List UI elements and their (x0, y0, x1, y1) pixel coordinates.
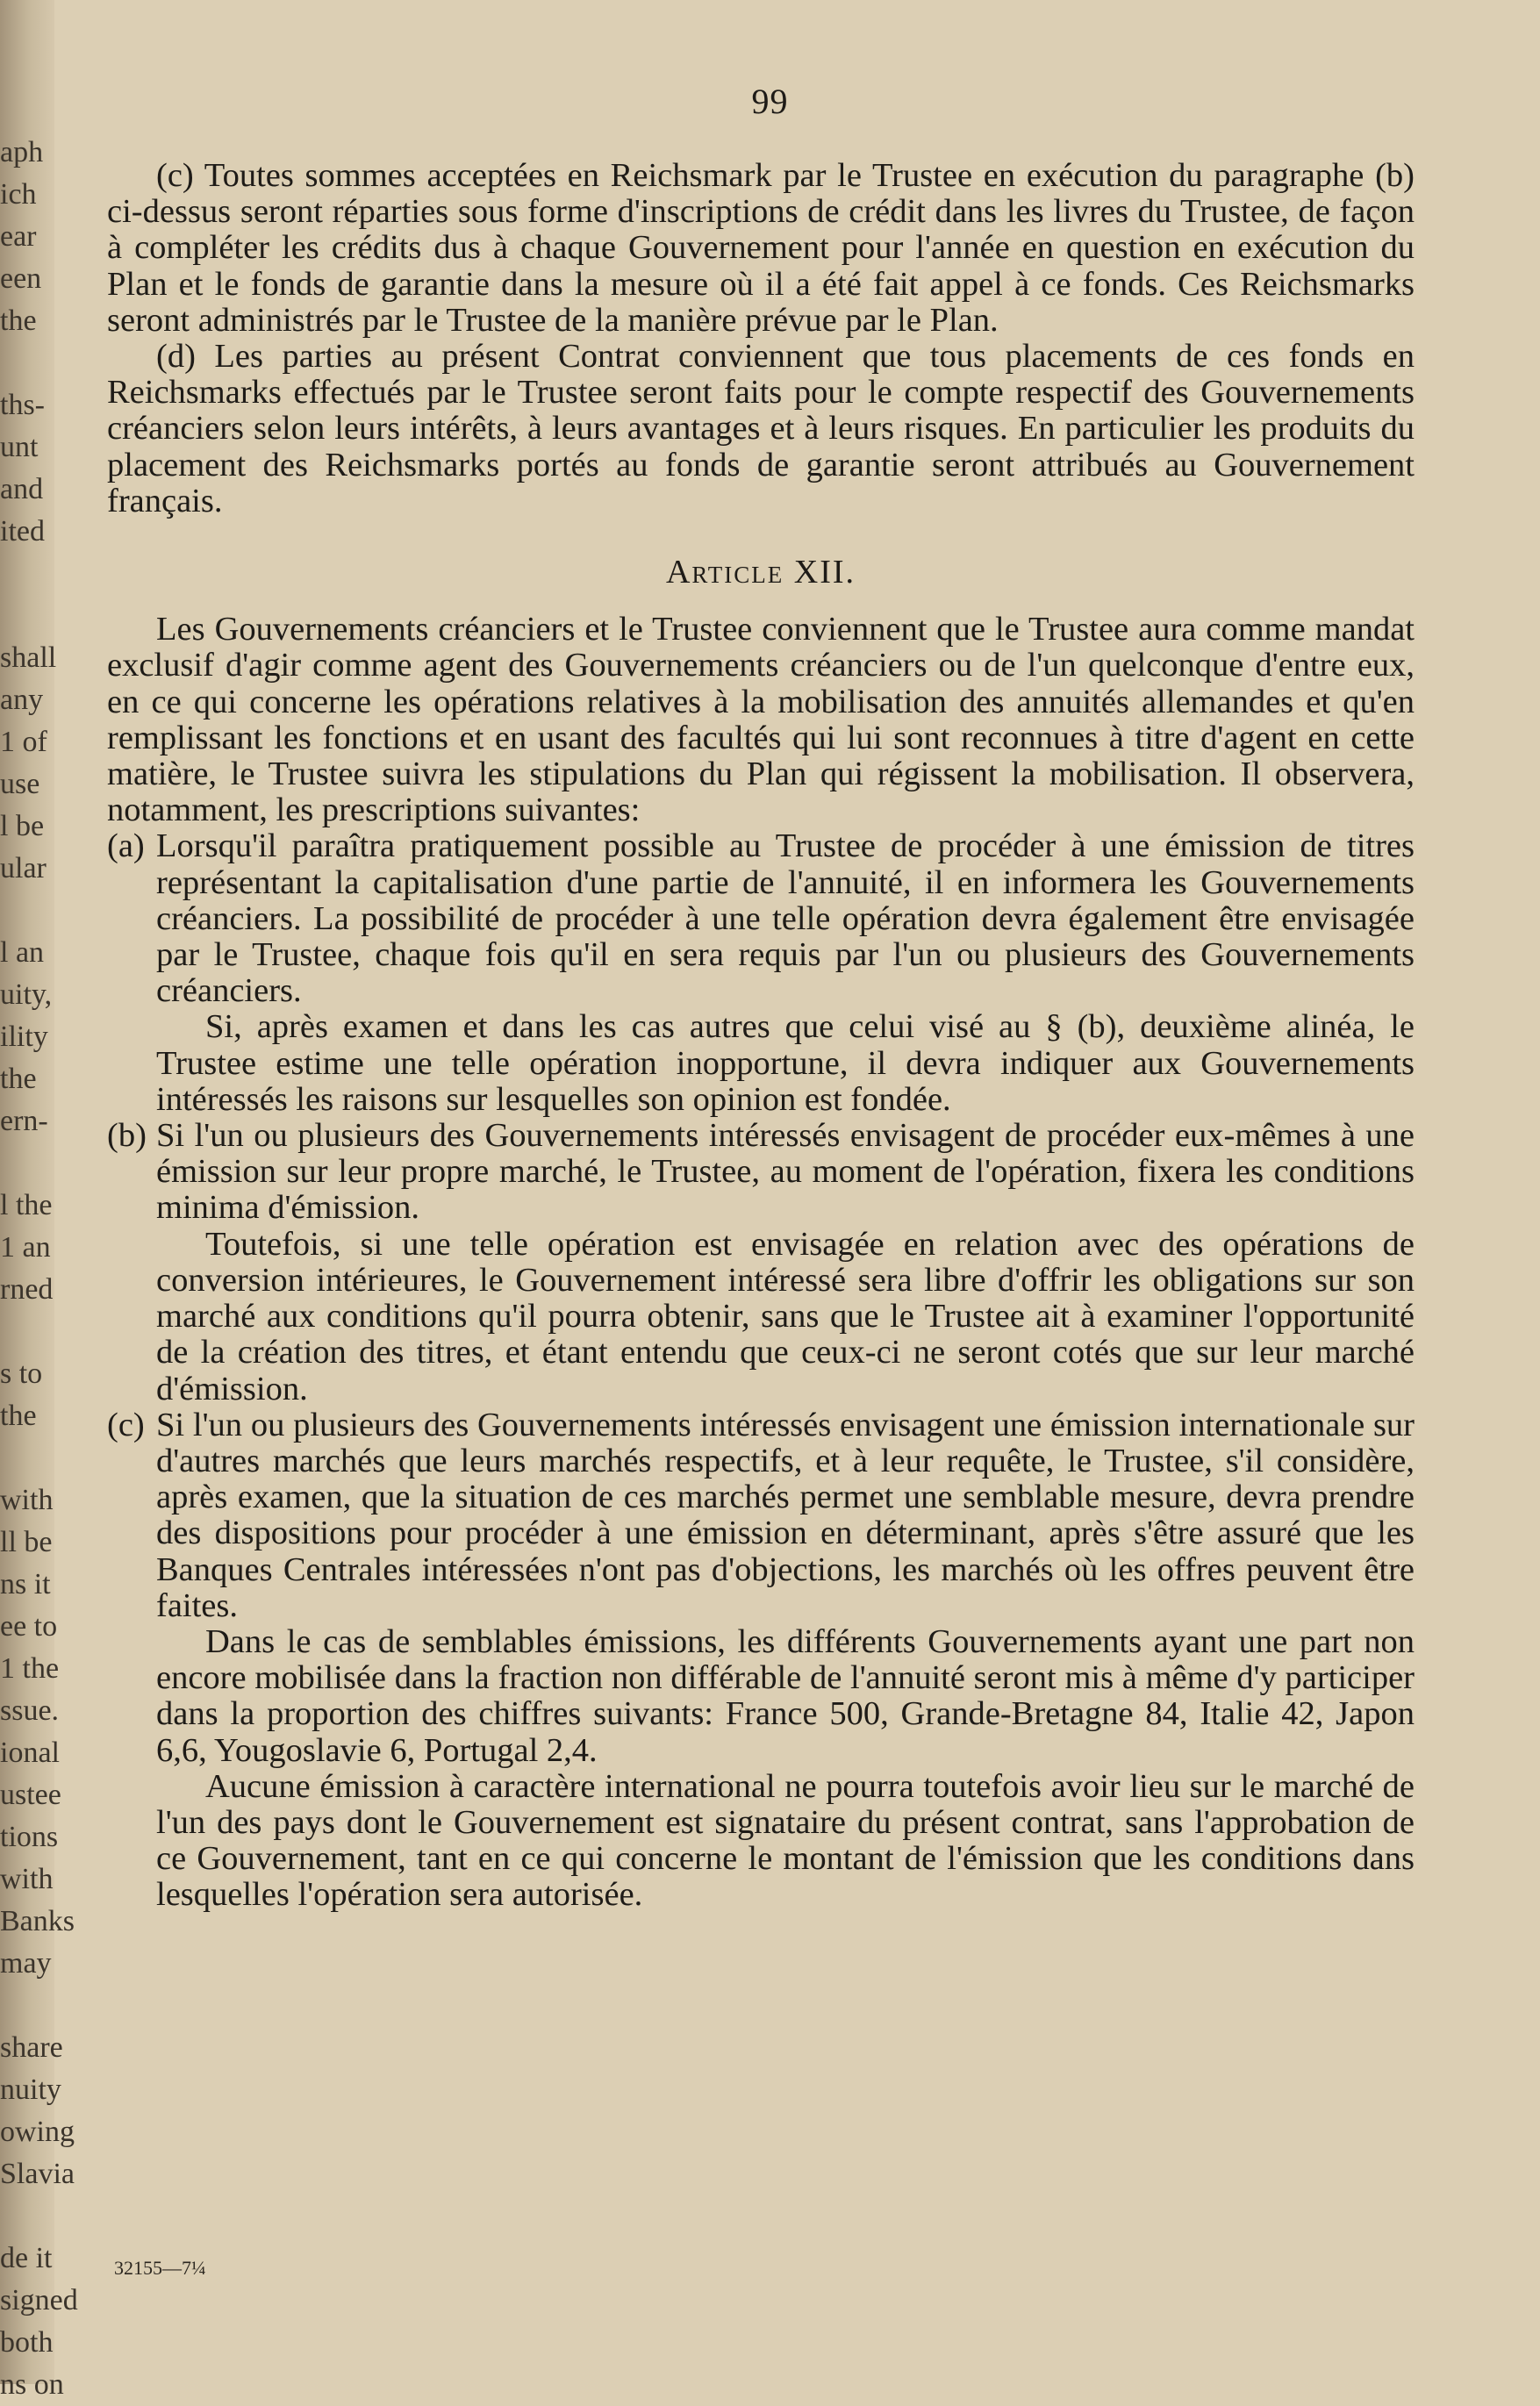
item-c-subparagraph-1: Dans le cas de semblables émissions, les différents Gouvernements ayant une part non encore mobilisée dans la fraction non différable de l'annuité seront mis à même d'y participer dans la proportion des chiffres suivants: France 500, Grande-Bretagne 84, Italie 42, Japon 6,6, Yougoslavie 6, Portugal 2,4. (156, 1622, 1415, 1769)
bleed-fragment: the (0, 1400, 37, 1432)
bleed-fragment: ths- (0, 389, 45, 421)
article-heading: Article XII. (665, 554, 856, 591)
item-a-text: Lorsqu'il paraîtra pratiquement possible au Trustee de procéder à une émission de titres représentant la capitalisation d'une partie de l'annuité, il en informera les Gouvernements créanciers. La possibilité de procéder à une telle opération devra également être envisagée par le Trustee, chaque fois qu'il en sera requis par l'un ou plusieurs des Gouvernements créanciers. (156, 827, 1415, 1010)
bleed-fragment: ns on (0, 2368, 64, 2401)
bleed-fragment: een (0, 262, 42, 295)
bleed-fragment: 1 of (0, 726, 47, 758)
bleed-fragment: l an (0, 936, 45, 969)
item-c-subparagraph-2: Aucune émission à caractère international ne pourra toutefois avoir lieu sur le marché de l'un des pays dont le Gouvernement est signataire du présent contrat, sans l'approbation de ce Gouvernement, tant en ce qui concerne le montant de l'émission que les conditions dans lesquelles l'opération sera autorisée. (156, 1767, 1415, 1914)
bleed-fragment: both (0, 2326, 54, 2359)
bleed-fragment: l be (0, 810, 45, 842)
left-margin-bleed (0, 132, 78, 2401)
bleed-fragment: shall (0, 641, 57, 674)
bleed-fragment: Banks (0, 1905, 75, 1937)
bleed-fragment: aph (0, 136, 44, 168)
item-c-text: Si l'un ou plusieurs des Gouvernements intéressés envisagent une émission internationale sur d'autres marchés que leurs marchés respectifs, et à leur requête, le Trustee, s'il considère, après examen, que la situation de ces marchés permet une semblable mesure, devra prendre des dispositions pour procéder à une émission en déterminant, après s'être assuré que les Banques Centrales intéressées n'ont pas d'objections, les marchés où les offres peuvent être faites. (156, 1406, 1415, 1624)
bleed-fragment: ll be (0, 1526, 53, 1558)
bleed-fragment (0, 2195, 70, 2238)
bleed-fragment: ustee (0, 1779, 61, 1811)
bleed-fragment: may (0, 1947, 52, 1980)
bleed-fragment (0, 1985, 70, 2027)
bleed-fragment: Slavia (0, 2158, 75, 2190)
paragraph-d-parties: (d) Les parties au présent Contrat conviennent que tous placements de ces fonds en Reichsmarks effectués par le Trustee seront faits pour le compte respectif des Gouvernements créanciers selon leurs intérêts, à leurs avantages et à leurs risques. En particulier les produits du placement des Reichsmarks portés au fonds de garantie seront attribués au Gouvernement français. (107, 338, 1415, 519)
bleed-fragment: signed (0, 2284, 78, 2316)
bleed-fragment: with (0, 1863, 54, 1895)
page-number: 99 (751, 82, 789, 121)
item-a (107, 828, 1415, 1009)
item-c (107, 1407, 1415, 1624)
bleed-fragment: ns it (0, 1568, 51, 1600)
bleed-fragment: with (0, 1484, 54, 1516)
bleed-fragment: unt (0, 431, 39, 463)
bleed-fragment: owing (0, 2116, 75, 2148)
bleed-fragment: the (0, 304, 37, 337)
bleed-fragment: l the (0, 1189, 53, 1221)
bleed-fragment (0, 890, 70, 932)
bleed-fragment: ear (0, 220, 37, 253)
bleed-fragment: 1 an (0, 1231, 51, 1264)
bleed-fragment (0, 595, 70, 637)
item-b-subparagraph: Toutefois, si une telle opération est envisagée en relation avec des opérations de conversion intérieures, le Gouvernement intéressé sera libre d'offrir les obligations sur son marché aux conditions qu'il pourra obtenir, sans que le Trustee ait à examiner l'opportunité de la création des titres, et étant entendu que ceux-ci ne seront cotés que sur leur marché d'émission. (156, 1225, 1415, 1407)
bleed-fragment (0, 1437, 70, 1479)
item-c-label: (c) (107, 1406, 145, 1443)
bleed-fragment: uity, (0, 978, 53, 1011)
bleed-fragment: ular (0, 852, 47, 884)
bleed-fragment: de it (0, 2242, 53, 2274)
item-b-label: (b) (107, 1117, 147, 1155)
bleed-fragment (0, 1142, 70, 1185)
bleed-fragment: ssue. (0, 1694, 60, 1727)
bleed-fragment: ility (0, 1020, 48, 1053)
bleed-fragment: ional (0, 1736, 60, 1769)
bleed-fragment: use (0, 768, 40, 800)
item-a-subparagraph: Si, après examen et dans les cas autres que celui visé au § (b), deuxième alinéa, le Trustee estime une telle opération inopportune, il devra indiquer aux Gouvernements intéressés les raisons sur lesquelles son opinion est fondée. (156, 1008, 1415, 1118)
printer-code: 32155—7¼ (114, 2257, 206, 2279)
bleed-fragment (0, 1311, 70, 1353)
bleed-fragment: 1 the (0, 1652, 60, 1685)
bleed-fragment: and (0, 473, 44, 505)
bleed-fragment: tions (0, 1821, 59, 1853)
article-intro-paragraph: Les Gouvernements créanciers et le Trustee conviennent que le Trustee aura comme mandat exclusif d'agir comme agent des Gouvernements créanciers ou de l'un quelconque d'entre eux, en ce qui concerne les opérations relatives à la mobilisation des annuités allemandes et qu'en remplissant les fonctions et en usant des facultés qui lui sont reconnues à titre d'agent en cette matière, le Trustee suivra les stipulations du Plan qui régissent la mobilisation. Il observera, notamment, les prescriptions suivantes: (107, 611, 1415, 829)
bleed-fragment: the (0, 1063, 37, 1095)
bleed-fragment: s to (0, 1357, 43, 1390)
bleed-fragment: share (0, 2031, 63, 2064)
bleed-fragment: any (0, 684, 44, 716)
bleed-fragment: ited (0, 515, 45, 548)
bleed-fragment (0, 342, 70, 384)
item-a-label: (a) (107, 827, 145, 865)
bleed-fragment: rned (0, 1273, 54, 1306)
bleed-fragment (0, 553, 70, 595)
document-body (107, 158, 1415, 1914)
bleed-fragment: ich (0, 178, 37, 211)
bleed-fragment: ee to (0, 1610, 58, 1643)
bleed-fragment: nuity (0, 2073, 61, 2106)
item-b (107, 1118, 1415, 1227)
paragraph-c-toutes: (c) Toutes sommes acceptées en Reichsmark par le Trustee en exécution du paragraphe (b) ci-dessus seront réparties sous forme d'inscriptions de crédit dans les livres du Trustee, de façon à compléter les crédits dus à chaque Gouvernement pour l'année en question en exécution du Plan et le fonds de garantie dans la mesure où il a été fait appel à ce fonds. Ces Reichsmarks seront administrés par le Trustee de la manière prévue par le Plan. (107, 157, 1415, 339)
bleed-fragment: ern- (0, 1105, 48, 1137)
item-b-text: Si l'un ou plusieurs des Gouvernements intéressés envisagent de procéder eux-mêmes à une émission sur leur propre marché, le Trustee, au moment de l'opération, fixera les conditions minima d'émission. (156, 1117, 1415, 1227)
